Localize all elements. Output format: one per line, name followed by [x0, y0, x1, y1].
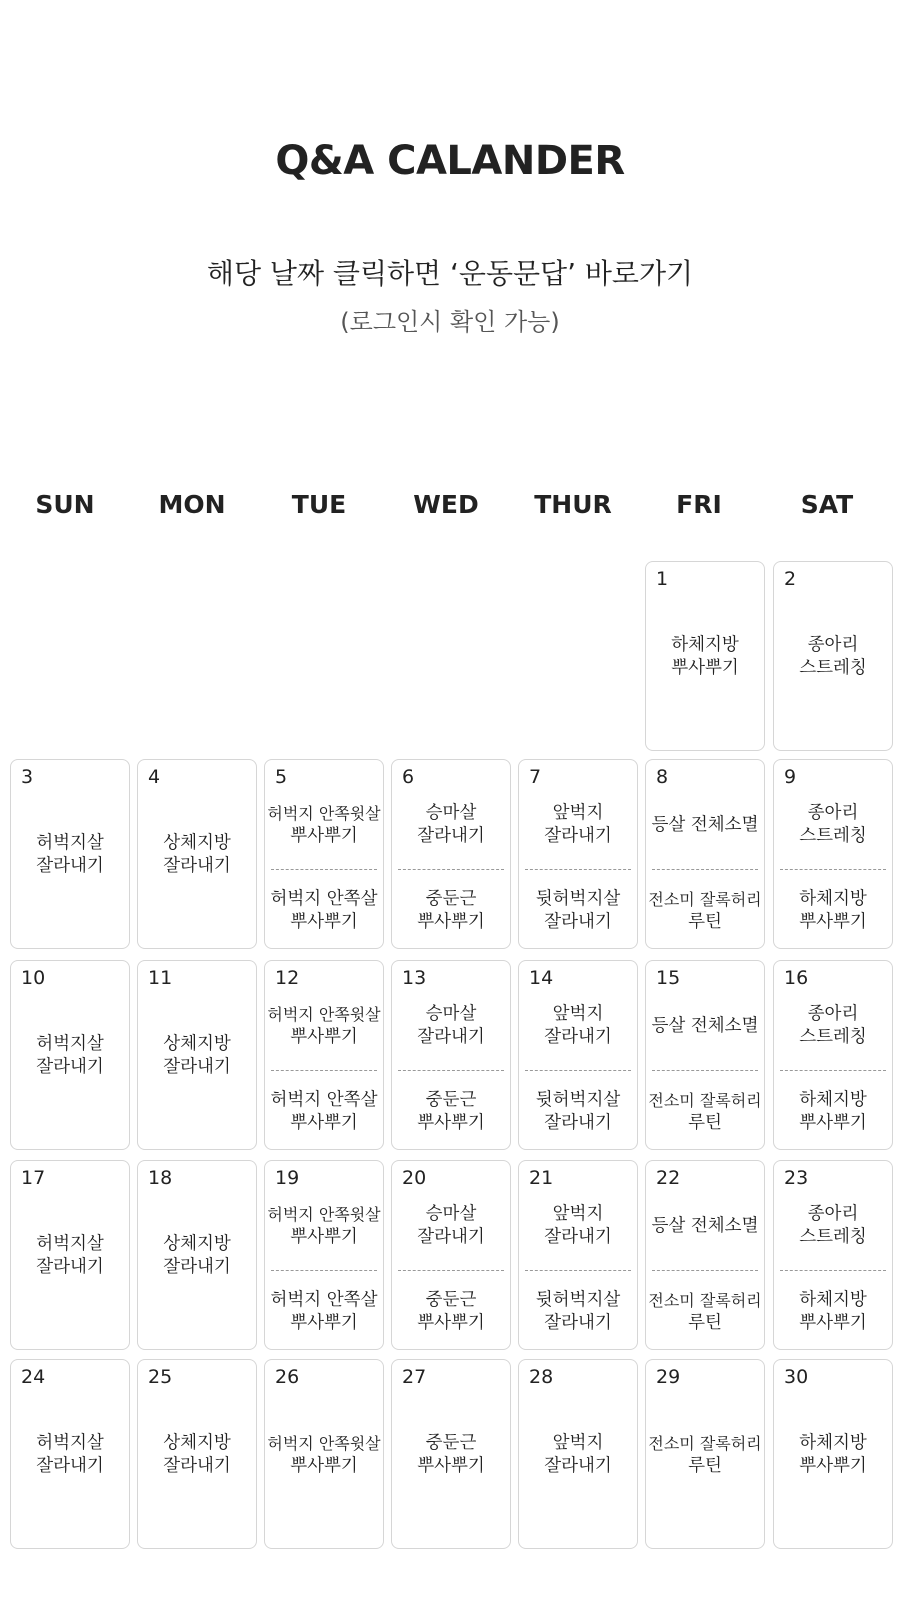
- day-number: 14: [529, 967, 554, 989]
- day-number: 24: [21, 1366, 46, 1388]
- dashed-divider: [398, 1270, 504, 1271]
- day-topic-top: 앞벅지 잘라내기: [544, 803, 612, 846]
- day-number: 26: [275, 1366, 300, 1388]
- day-number: 28: [529, 1366, 554, 1388]
- day-number: 1: [656, 568, 669, 590]
- day-topic: 상체지방 잘라내기: [163, 1234, 231, 1277]
- day-topic-top: 승마살 잘라내기: [417, 803, 485, 846]
- dashed-divider: [525, 1070, 631, 1071]
- calendar-day-28[interactable]: [518, 1359, 638, 1549]
- calendar-day-4[interactable]: [137, 759, 257, 949]
- day-topic-top: 승마살 잘라내기: [417, 1204, 485, 1247]
- day-topic-top: 승마살 잘라내기: [417, 1004, 485, 1047]
- day-topic-bottom: 전소미 잘록허리 루틴: [648, 1091, 762, 1133]
- day-topic-top: 허벅지 안쪽윗살 뿌사뿌기: [267, 1005, 381, 1047]
- calendar-day-24[interactable]: [10, 1359, 130, 1549]
- calendar-day-1[interactable]: [645, 561, 765, 751]
- day-topic-top: 종아리 스트레칭: [799, 1004, 867, 1047]
- day-topic: 허벅지살 잘라내기: [36, 1433, 104, 1476]
- day-number: 15: [656, 967, 681, 989]
- dashed-divider: [525, 869, 631, 870]
- day-number: 12: [275, 967, 300, 989]
- dashed-divider: [780, 1270, 886, 1271]
- calendar-day-11[interactable]: [137, 960, 257, 1150]
- day-number: 19: [275, 1167, 300, 1189]
- day-topic-top: 앞벅지 잘라내기: [544, 1004, 612, 1047]
- day-number: 8: [656, 766, 669, 788]
- day-topic-bottom: 하체지방 뿌사뿌기: [799, 889, 867, 932]
- calendar-day-12[interactable]: [264, 960, 384, 1150]
- calendar-day-17[interactable]: [10, 1160, 130, 1350]
- weekday-tue: TUE: [291, 490, 347, 519]
- day-topic-top: 허벅지 안쪽윗살 뿌사뿌기: [267, 1205, 381, 1247]
- day-topic-bottom: 전소미 잘록허리 루틴: [648, 890, 762, 932]
- day-topic-top: 앞벅지 잘라내기: [544, 1204, 612, 1247]
- day-topic: 종아리 스트레칭: [799, 635, 867, 678]
- dashed-divider: [398, 1070, 504, 1071]
- calendar-day-30[interactable]: [773, 1359, 893, 1549]
- day-number: 30: [784, 1366, 809, 1388]
- calendar-day-21[interactable]: [518, 1160, 638, 1350]
- day-number: 2: [784, 568, 797, 590]
- calendar-day-13[interactable]: [391, 960, 511, 1150]
- dashed-divider: [652, 869, 758, 870]
- dashed-divider: [652, 1070, 758, 1071]
- day-number: 5: [275, 766, 288, 788]
- dashed-divider: [780, 1070, 886, 1071]
- day-topic-top: 허벅지 안쪽윗살 뿌사뿌기: [267, 804, 381, 846]
- day-topic-bottom: 중둔근 뿌사뿌기: [417, 1090, 485, 1133]
- dashed-divider: [271, 869, 377, 870]
- day-number: 25: [148, 1366, 173, 1388]
- day-number: 7: [529, 766, 542, 788]
- calendar-day-5[interactable]: [264, 759, 384, 949]
- calendar-day-8[interactable]: [645, 759, 765, 949]
- weekday-sat: SAT: [800, 490, 854, 519]
- calendar-day-7[interactable]: [518, 759, 638, 949]
- day-topic-bottom: 허벅지 안쪽살 뿌사뿌기: [270, 1090, 378, 1133]
- dashed-divider: [652, 1270, 758, 1271]
- day-topic: 허벅지살 잘라내기: [36, 1034, 104, 1077]
- calendar-day-27[interactable]: [391, 1359, 511, 1549]
- day-number: 18: [148, 1167, 173, 1189]
- day-topic: 허벅지살 잘라내기: [36, 833, 104, 876]
- day-topic-bottom: 뒷허벅지살 잘라내기: [535, 1090, 621, 1133]
- day-number: 29: [656, 1366, 681, 1388]
- calendar-day-16[interactable]: [773, 960, 893, 1150]
- day-topic: 허벅지살 잘라내기: [36, 1234, 104, 1277]
- day-topic-bottom: 뒷허벅지살 잘라내기: [535, 889, 621, 932]
- day-number: 17: [21, 1167, 46, 1189]
- day-number: 21: [529, 1167, 554, 1189]
- weekday-wed: WED: [413, 490, 479, 519]
- day-topic-bottom: 중둔근 뿌사뿌기: [417, 889, 485, 932]
- calendar-day-10[interactable]: [10, 960, 130, 1150]
- calendar-day-23[interactable]: [773, 1160, 893, 1350]
- day-number: 10: [21, 967, 46, 989]
- day-number: 3: [21, 766, 34, 788]
- calendar-day-22[interactable]: [645, 1160, 765, 1350]
- calendar-day-6[interactable]: [391, 759, 511, 949]
- dashed-divider: [525, 1270, 631, 1271]
- day-number: 23: [784, 1167, 809, 1189]
- calendar-day-2[interactable]: [773, 561, 893, 751]
- login-note: (로그인시 확인 가능): [340, 308, 560, 336]
- day-topic-bottom: 하체지방 뿌사뿌기: [799, 1090, 867, 1133]
- day-topic-bottom: 뒷허벅지살 잘라내기: [535, 1290, 621, 1333]
- calendar-day-9[interactable]: [773, 759, 893, 949]
- dashed-divider: [780, 869, 886, 870]
- day-topic: 상체지방 잘라내기: [163, 1034, 231, 1077]
- calendar-day-29[interactable]: [645, 1359, 765, 1549]
- calendar-day-26[interactable]: [264, 1359, 384, 1549]
- day-topic-bottom: 중둔근 뿌사뿌기: [417, 1290, 485, 1333]
- day-topic: 상체지방 잘라내기: [163, 833, 231, 876]
- day-number: 22: [656, 1167, 681, 1189]
- calendar-day-14[interactable]: [518, 960, 638, 1150]
- day-topic: 하체지방 뿌사뿌기: [799, 1433, 867, 1476]
- page-subtitle: 해당 날짜 클릭하면 ‘운동문답’ 바로가기: [206, 257, 694, 290]
- weekday-mon: MON: [158, 490, 226, 519]
- day-topic-top: 등살 전체소멸: [651, 815, 759, 835]
- dashed-divider: [271, 1070, 377, 1071]
- day-number: 6: [402, 766, 415, 788]
- day-topic-top: 등살 전체소멸: [651, 1216, 759, 1236]
- day-topic-bottom: 허벅지 안쪽살 뿌사뿌기: [270, 889, 378, 932]
- dashed-divider: [398, 869, 504, 870]
- day-topic-bottom: 하체지방 뿌사뿌기: [799, 1290, 867, 1333]
- day-topic: 상체지방 잘라내기: [163, 1433, 231, 1476]
- calendar-day-18[interactable]: [137, 1160, 257, 1350]
- calendar-day-20[interactable]: [391, 1160, 511, 1350]
- day-topic: 허벅지 안쪽윗살 뿌사뿌기: [267, 1434, 381, 1476]
- weekday-sun: SUN: [35, 490, 95, 519]
- day-topic-bottom: 전소미 잘록허리 루틴: [648, 1291, 762, 1333]
- day-number: 9: [784, 766, 797, 788]
- weekday-thur: THUR: [534, 490, 612, 519]
- day-topic-bottom: 허벅지 안쪽살 뿌사뿌기: [270, 1290, 378, 1333]
- weekday-fri: FRI: [676, 490, 722, 519]
- day-topic: 전소미 잘록허리 루틴: [648, 1434, 762, 1476]
- calendar-day-3[interactable]: [10, 759, 130, 949]
- day-topic-top: 종아리 스트레칭: [799, 803, 867, 846]
- calendar-day-25[interactable]: [137, 1359, 257, 1549]
- calendar-day-19[interactable]: [264, 1160, 384, 1350]
- day-number: 16: [784, 967, 809, 989]
- day-number: 13: [402, 967, 427, 989]
- day-number: 4: [148, 766, 161, 788]
- day-topic-top: 등살 전체소멸: [651, 1016, 759, 1036]
- day-topic: 중둔근 뿌사뿌기: [417, 1433, 485, 1476]
- page-title: Q&A CALANDER: [275, 138, 625, 184]
- calendar-day-15[interactable]: [645, 960, 765, 1150]
- day-topic: 앞벅지 잘라내기: [544, 1433, 612, 1476]
- day-topic: 하체지방 뿌사뿌기: [671, 635, 739, 678]
- dashed-divider: [271, 1270, 377, 1271]
- day-number: 27: [402, 1366, 427, 1388]
- day-topic-top: 종아리 스트레칭: [799, 1204, 867, 1247]
- day-number: 11: [148, 967, 173, 989]
- day-number: 20: [402, 1167, 427, 1189]
